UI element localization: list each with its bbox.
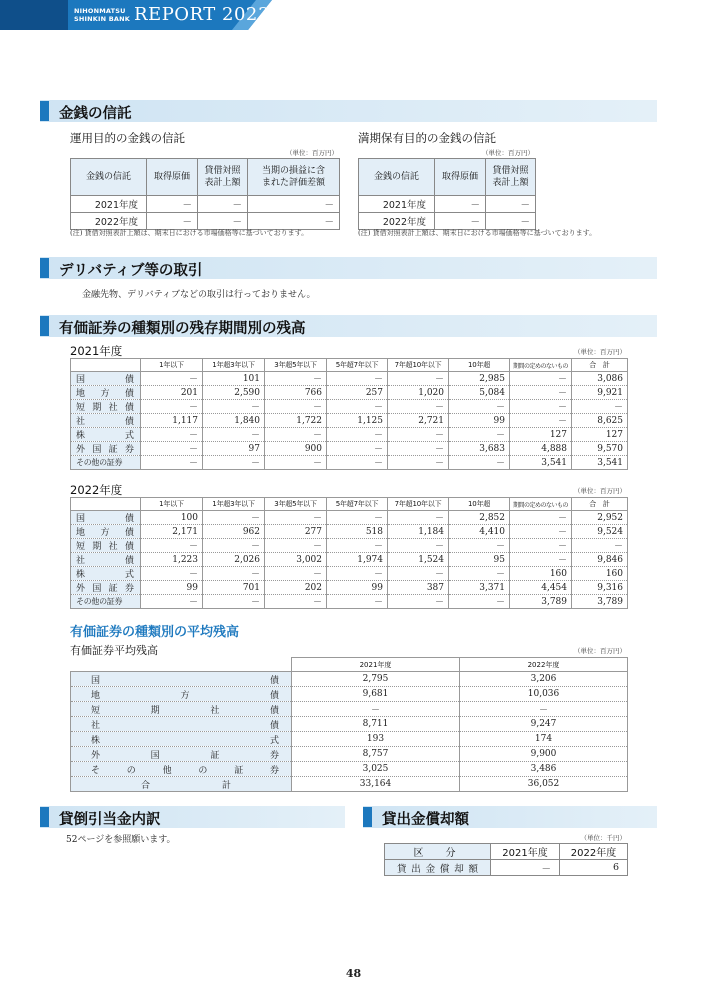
table-cell: －: [147, 213, 198, 230]
header-cell: 当期の損益に含 まれた評価差額: [248, 159, 340, 196]
header-cell: 期間の定めのないもの: [510, 498, 572, 511]
header-cell: [71, 359, 141, 372]
table-cell: 4,454: [510, 581, 572, 595]
table-cell: －: [510, 553, 572, 567]
table-cell: －: [147, 196, 198, 213]
section-loan-loss: [40, 806, 345, 828]
table-cell: 2,171: [141, 525, 203, 539]
table-cell: －: [449, 400, 510, 414]
header-cell: 貸借対照 表計上額: [198, 159, 248, 196]
row-label: その他の証券: [71, 762, 292, 777]
table-header-row: [71, 359, 628, 372]
table-cell: 2,852: [449, 511, 510, 525]
table-row: [71, 428, 628, 442]
table-cell: －: [388, 595, 449, 609]
header-cell: 合 計: [572, 359, 628, 372]
table-cell: －: [510, 539, 572, 553]
maturity-table-2021: [70, 358, 628, 470]
table-cell: －: [203, 400, 265, 414]
table-row: [71, 732, 628, 747]
table-cell: －: [491, 860, 560, 876]
table-cell: 9,900: [460, 747, 628, 762]
table-cell: 2,952: [572, 511, 628, 525]
table-cell: 9,921: [572, 386, 628, 400]
table-cell: －: [265, 511, 327, 525]
header-cell: 取得原価: [147, 159, 198, 196]
section-money-trust: [40, 100, 657, 122]
header-cell: 5年超7年以下: [327, 498, 388, 511]
table-cell: －: [510, 400, 572, 414]
table-cell: －: [510, 386, 572, 400]
row-label: 株 式: [71, 567, 141, 581]
table-cell: －: [141, 539, 203, 553]
table-row: [71, 687, 628, 702]
table-cell: 127: [510, 428, 572, 442]
table-cell: －: [327, 400, 388, 414]
table-row: [71, 553, 628, 567]
table-cell: 160: [510, 567, 572, 581]
table-row: [71, 762, 628, 777]
table-row: [359, 213, 536, 230]
header-cell: 貸借対照 表計上額: [486, 159, 536, 196]
table-cell: 2,590: [203, 386, 265, 400]
table-row: [71, 414, 628, 428]
table-cell: －: [141, 567, 203, 581]
table-cell: 518: [327, 525, 388, 539]
table-cell: －: [486, 196, 536, 213]
table-cell: －: [203, 567, 265, 581]
table-row: [71, 386, 628, 400]
row-label: 株式: [71, 732, 292, 747]
operating-note: (注) 貸借対照表計上額は、期末日における市場価格等に基づいております。: [70, 229, 309, 237]
table-cell: 277: [265, 525, 327, 539]
table-cell: －: [327, 428, 388, 442]
header-cell: 1年以下: [141, 498, 203, 511]
table-cell: －: [203, 539, 265, 553]
table-cell: －: [248, 213, 340, 230]
table-cell: －: [141, 372, 203, 386]
table-cell: －: [572, 539, 628, 553]
header-cell: [71, 658, 292, 672]
table-cell: －: [265, 539, 327, 553]
row-label: 国 債: [71, 511, 141, 525]
table-row: [71, 539, 628, 553]
row-label: 2022年度: [359, 213, 435, 230]
table-header-row: [385, 844, 628, 860]
maturity-2021-body: [71, 372, 628, 470]
derivatives-text: 金融先物、デリバティブなどの取引は行っておりません。: [82, 290, 316, 300]
table-cell: 36,052: [460, 777, 628, 792]
row-label: 短期社債: [71, 539, 141, 553]
table-row: [71, 525, 628, 539]
table-cell: －: [435, 196, 486, 213]
header-cell: 1年以下: [141, 359, 203, 372]
table-cell: －: [265, 567, 327, 581]
table-cell: －: [141, 442, 203, 456]
table-header-row: [71, 658, 628, 672]
section-title: 貸倒引当金内訳: [59, 812, 161, 828]
row-label: 合計: [71, 777, 292, 792]
section-marker: [363, 807, 372, 827]
table-cell: 4,410: [449, 525, 510, 539]
table-cell: 2,795: [292, 672, 460, 687]
table-cell: －: [141, 428, 203, 442]
row-label: 社 債: [71, 414, 141, 428]
table-cell: 8,757: [292, 747, 460, 762]
table-cell: －: [327, 511, 388, 525]
table-row: [71, 672, 628, 687]
section-write-off: [363, 806, 657, 828]
row-label: 国債: [71, 672, 292, 687]
table-cell: 3,789: [510, 595, 572, 609]
header-cell: 3年超5年以下: [265, 359, 327, 372]
row-label: 社債: [71, 717, 292, 732]
table-row: [71, 595, 628, 609]
table-cell: －: [388, 372, 449, 386]
table-cell: －: [265, 456, 327, 470]
table-cell: 33,164: [292, 777, 460, 792]
table-cell: －: [449, 595, 510, 609]
table-cell: －: [388, 400, 449, 414]
table-cell: 1,020: [388, 386, 449, 400]
table-cell: 2,721: [388, 414, 449, 428]
table-cell: 201: [141, 386, 203, 400]
table-cell: 1,184: [388, 525, 449, 539]
header-cell: 1年超3年以下: [203, 498, 265, 511]
table-cell: 1,117: [141, 414, 203, 428]
maturity-trust-table: [358, 158, 536, 230]
table-cell: 99: [327, 581, 388, 595]
table-cell: －: [327, 442, 388, 456]
table-cell: 257: [327, 386, 388, 400]
table-cell: －: [510, 414, 572, 428]
header-cell: 5年超7年以下: [327, 359, 388, 372]
maturity-trust-note: (注) 貸借対照表計上額は、期末日における市場価格等に基づいております。: [358, 229, 597, 237]
section-title: 金銭の信託: [59, 106, 132, 122]
table-cell: 900: [265, 442, 327, 456]
table-cell: 3,683: [449, 442, 510, 456]
operating-unit: （単位：百万円）: [286, 149, 338, 157]
average-unit: （単位：百万円）: [574, 647, 626, 655]
table-cell: －: [388, 567, 449, 581]
bank-name: NIHONMATSU SHINKIN BANK: [74, 7, 130, 23]
table-row: [71, 213, 340, 230]
table-cell: 8,625: [572, 414, 628, 428]
table-cell: －: [265, 428, 327, 442]
table-cell: 174: [460, 732, 628, 747]
maturity-trust-label: 満期保有目的の金銭の信託: [358, 131, 496, 145]
maturity-trust-unit: （単位：百万円）: [482, 149, 534, 157]
row-label: 社 債: [71, 553, 141, 567]
table-cell: 3,541: [510, 456, 572, 470]
table-cell: 8,711: [292, 717, 460, 732]
table-cell: 1,974: [327, 553, 388, 567]
table-cell: 1,840: [203, 414, 265, 428]
table-cell: －: [388, 511, 449, 525]
row-label: 地 方 債: [71, 525, 141, 539]
table-cell: －: [388, 442, 449, 456]
section-derivatives: [40, 257, 657, 279]
row-label: 外国証券: [71, 581, 141, 595]
maturity-2022-body: [71, 511, 628, 609]
table-cell: 387: [388, 581, 449, 595]
table-cell: 5,084: [449, 386, 510, 400]
table-cell: －: [203, 595, 265, 609]
row-label: 2022年度: [71, 213, 147, 230]
table-cell: －: [327, 595, 388, 609]
table-cell: －: [486, 213, 536, 230]
row-label: その他の証券: [71, 595, 141, 609]
operating-trust-label: 運用目的の金銭の信託: [70, 131, 185, 145]
section-title: 有価証券の種類別の残存期間別の残高: [59, 321, 306, 337]
table-cell: －: [265, 595, 327, 609]
table-cell: 3,002: [265, 553, 327, 567]
header-cell: 金銭の信託: [71, 159, 147, 196]
table-cell: 9,681: [292, 687, 460, 702]
table-cell: －: [265, 372, 327, 386]
row-label: 2021年度: [359, 196, 435, 213]
table-cell: －: [435, 213, 486, 230]
table-cell: －: [388, 428, 449, 442]
header-banner: [0, 0, 272, 30]
report-title: REPORT 2023: [134, 4, 270, 25]
table-cell: －: [327, 567, 388, 581]
section-marker: [40, 101, 49, 121]
table-cell: －: [449, 539, 510, 553]
row-label: その他の証券: [71, 456, 141, 470]
section-maturity: [40, 315, 657, 337]
table-cell: －: [203, 456, 265, 470]
table-cell: －: [248, 196, 340, 213]
table-row: [71, 372, 628, 386]
table-cell: 1,722: [265, 414, 327, 428]
table-cell: 766: [265, 386, 327, 400]
average-body: [71, 672, 628, 792]
table-cell: －: [203, 511, 265, 525]
table-cell: 9,316: [572, 581, 628, 595]
table-cell: 3,025: [292, 762, 460, 777]
table-cell: 101: [203, 372, 265, 386]
table-row: [71, 511, 628, 525]
table-cell: 9,846: [572, 553, 628, 567]
table-cell: －: [572, 400, 628, 414]
table-cell: 202: [265, 581, 327, 595]
table-cell: －: [327, 539, 388, 553]
table-cell: 3,086: [572, 372, 628, 386]
table-cell: 962: [203, 525, 265, 539]
section-title: 貸出金償却額: [382, 812, 469, 828]
row-label: 外国証券: [71, 442, 141, 456]
row-label: 地方債: [71, 687, 292, 702]
header-cell: 7年超10年以下: [388, 359, 449, 372]
page-number: 48: [345, 967, 362, 980]
header-cell: 取得原価: [435, 159, 486, 196]
header-cell: 1年超3年以下: [203, 359, 265, 372]
header-cell: 10年超: [449, 359, 510, 372]
table-row: [71, 581, 628, 595]
header-cell: 2022年度: [460, 658, 628, 672]
table-cell: －: [510, 511, 572, 525]
table-row: [71, 777, 628, 792]
table-header-row: [71, 498, 628, 511]
table-cell: －: [460, 702, 628, 717]
average-label: 有価証券平均残高: [70, 644, 158, 657]
table-cell: 97: [203, 442, 265, 456]
table-cell: 99: [449, 414, 510, 428]
section-marker: [40, 258, 49, 278]
table-cell: 2,985: [449, 372, 510, 386]
table-cell: 1,524: [388, 553, 449, 567]
average-title: 有価証券の種類別の平均残高: [70, 625, 240, 640]
table-cell: －: [203, 428, 265, 442]
header-cell: 合 計: [572, 498, 628, 511]
header-cell: [71, 498, 141, 511]
header-cell: 期間の定めのないもの: [510, 359, 572, 372]
table-header-row: [71, 159, 340, 196]
header-cell: 10年超: [449, 498, 510, 511]
table-row: [71, 196, 340, 213]
table-cell: －: [449, 567, 510, 581]
table-row: [71, 442, 628, 456]
table-cell: 99: [141, 581, 203, 595]
year-2021-label: 2021年度: [70, 344, 123, 358]
section-marker: [40, 316, 49, 336]
table-cell: －: [141, 456, 203, 470]
loan-loss-text: 52ページを参照願います。: [66, 835, 176, 845]
maturity-unit-2021: （単位：百万円）: [574, 348, 626, 356]
table-row: [71, 456, 628, 470]
header-cell: 2022年度: [560, 844, 628, 860]
table-cell: 701: [203, 581, 265, 595]
header-cell: 3年超5年以下: [265, 498, 327, 511]
header-cell: 7年超10年以下: [388, 498, 449, 511]
table-cell: －: [265, 400, 327, 414]
write-off-table: [384, 843, 628, 876]
row-label: 株 式: [71, 428, 141, 442]
table-cell: 6: [560, 860, 628, 876]
table-row: [71, 567, 628, 581]
table-cell: 9,570: [572, 442, 628, 456]
year-2022-label: 2022年度: [70, 483, 123, 497]
row-label: 国 債: [71, 372, 141, 386]
maturity-unit-2022: （単位：百万円）: [574, 487, 626, 495]
section-title: デリバティブ等の取引: [59, 263, 203, 279]
row-label: 短期社債: [71, 702, 292, 717]
table-cell: －: [327, 456, 388, 470]
average-table: [70, 657, 628, 792]
table-cell: 1,125: [327, 414, 388, 428]
table-cell: 3,206: [460, 672, 628, 687]
table-cell: －: [449, 428, 510, 442]
table-cell: －: [327, 372, 388, 386]
table-cell: －: [141, 595, 203, 609]
table-cell: 4,888: [510, 442, 572, 456]
table-cell: －: [141, 400, 203, 414]
table-row: [71, 747, 628, 762]
row-label: 短期社債: [71, 400, 141, 414]
table-cell: 9,247: [460, 717, 628, 732]
table-header-row: [359, 159, 536, 196]
table-cell: 1,223: [141, 553, 203, 567]
write-off-unit: （単位：千円）: [580, 834, 626, 842]
table-cell: 10,036: [460, 687, 628, 702]
table-cell: 9,524: [572, 525, 628, 539]
table-cell: －: [388, 539, 449, 553]
table-cell: 3,789: [572, 595, 628, 609]
table-cell: 100: [141, 511, 203, 525]
table-row: [71, 717, 628, 732]
table-row: [359, 196, 536, 213]
row-label: 貸出金償却額: [385, 860, 491, 876]
table-cell: －: [510, 372, 572, 386]
table-cell: －: [388, 456, 449, 470]
operating-trust-table: [70, 158, 340, 230]
table-cell: －: [510, 525, 572, 539]
table-cell: －: [198, 196, 248, 213]
header-cell: 金銭の信託: [359, 159, 435, 196]
header-cell: 区 分: [385, 844, 491, 860]
table-cell: 2,026: [203, 553, 265, 567]
table-cell: 3,371: [449, 581, 510, 595]
table-row: [385, 860, 628, 876]
table-cell: 193: [292, 732, 460, 747]
table-cell: －: [449, 456, 510, 470]
maturity-table-2022: [70, 497, 628, 609]
table-cell: －: [292, 702, 460, 717]
row-label: 2021年度: [71, 196, 147, 213]
header-cell: 2021年度: [292, 658, 460, 672]
table-cell: 3,541: [572, 456, 628, 470]
header-cell: 2021年度: [491, 844, 560, 860]
table-row: [71, 400, 628, 414]
table-cell: 127: [572, 428, 628, 442]
table-row: [71, 702, 628, 717]
table-cell: 3,486: [460, 762, 628, 777]
section-marker: [40, 807, 49, 827]
table-cell: 160: [572, 567, 628, 581]
row-label: 地 方 債: [71, 386, 141, 400]
table-cell: －: [198, 213, 248, 230]
row-label: 外国証券: [71, 747, 292, 762]
table-cell: 95: [449, 553, 510, 567]
